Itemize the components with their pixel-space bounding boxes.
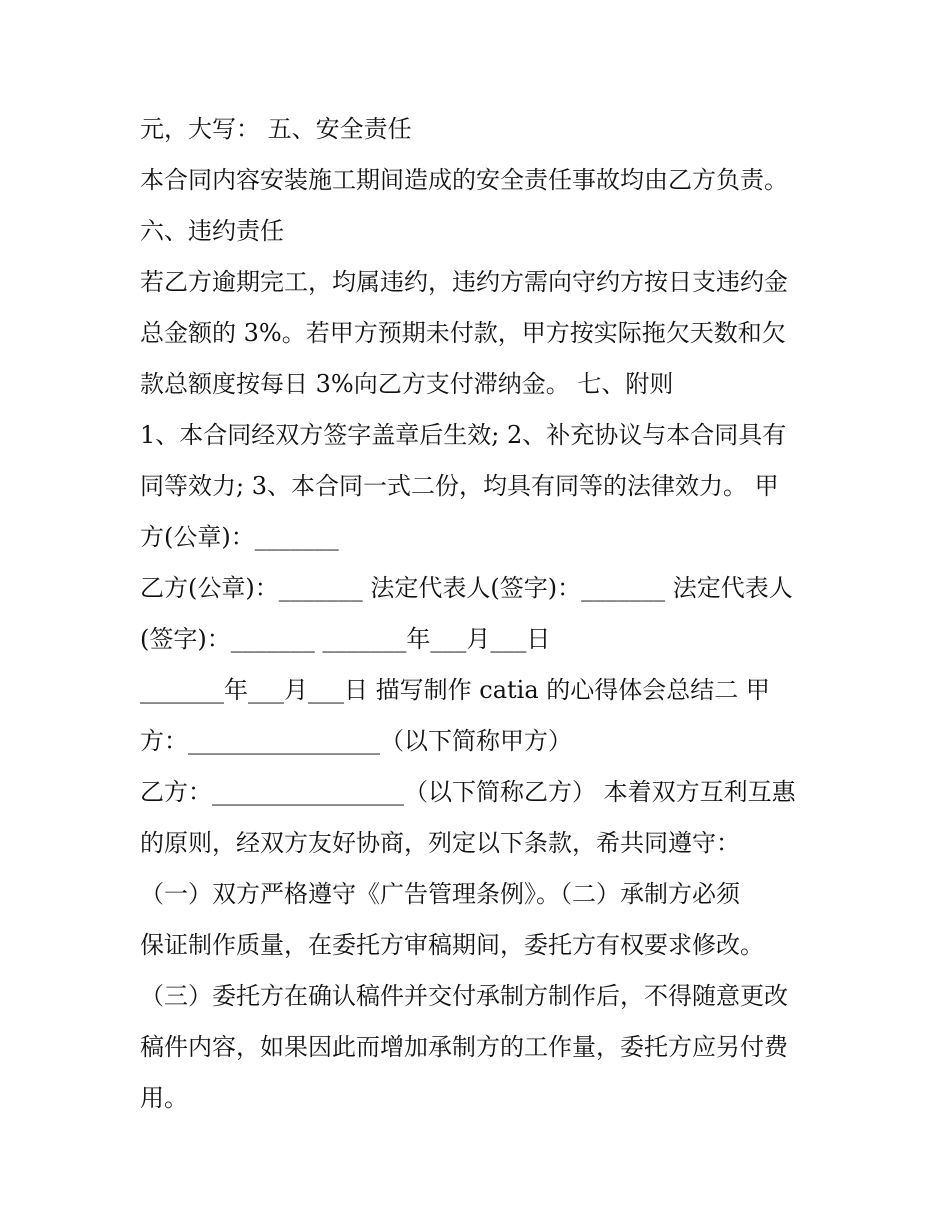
text-line-16: （一）双方严格遵守《广告管理条例》。（二）承制方必须 (140, 880, 740, 908)
text-line-1: 元，大写： 五、安全责任 (140, 115, 412, 143)
text-line-12: _______年___月___日 描写制作 catia 的心得体会总结二 甲 (140, 676, 770, 704)
text-line-5: 总金额的 3%。若甲方预期未付款，甲方按实际拖欠天数和欠 (140, 319, 786, 347)
text-line-3: 六、违约责任 (140, 217, 284, 245)
text-line-14: 乙方：________________（以下简称乙方） 本着双方互利互惠 (140, 778, 796, 806)
text-line-6: 款总额度按每日 3%向乙方支付滞纳金。 七、附则 (140, 370, 674, 398)
text-line-10: 乙方(公章)：_______ 法定代表人(签字)：_______ 法定代表人 (140, 574, 793, 602)
text-line-9: 方(公章)：_______ (140, 523, 339, 551)
text-line-4: 若乙方逾期完工，均属违约，违约方需向守约方按日支违约金 (140, 268, 788, 296)
text-line-13: 方：________________（以下简称甲方） (140, 727, 572, 755)
text-line-11: (签字)：_______ _______年___月___日 (140, 625, 551, 653)
text-line-15: 的原则，经双方友好协商，列定以下条款，希共同遵守： (140, 829, 740, 857)
contract-text (140, 104, 840, 1124)
text-line-17: 保证制作质量，在委托方审稿期间，委托方有权要求修改。 (140, 931, 764, 959)
text-line-19: 稿件内容，如果因此而增加承制方的工作量，委托方应另付费 (140, 1033, 788, 1061)
text-line-20: 用。 (140, 1084, 188, 1112)
text-line-2: 本合同内容安装施工期间造成的安全责任事故均由乙方负责。 (140, 166, 788, 194)
text-line-7: 1、本合同经双方签字盖章后生效; 2、补充协议与本合同具有 (140, 421, 787, 449)
text-line-18: （三）委托方在确认稿件并交付承制方制作后，不得随意更改 (140, 982, 788, 1010)
text-line-8: 同等效力; 3、本合同一式二份，均具有同等的法律效力。 甲 (140, 472, 779, 500)
